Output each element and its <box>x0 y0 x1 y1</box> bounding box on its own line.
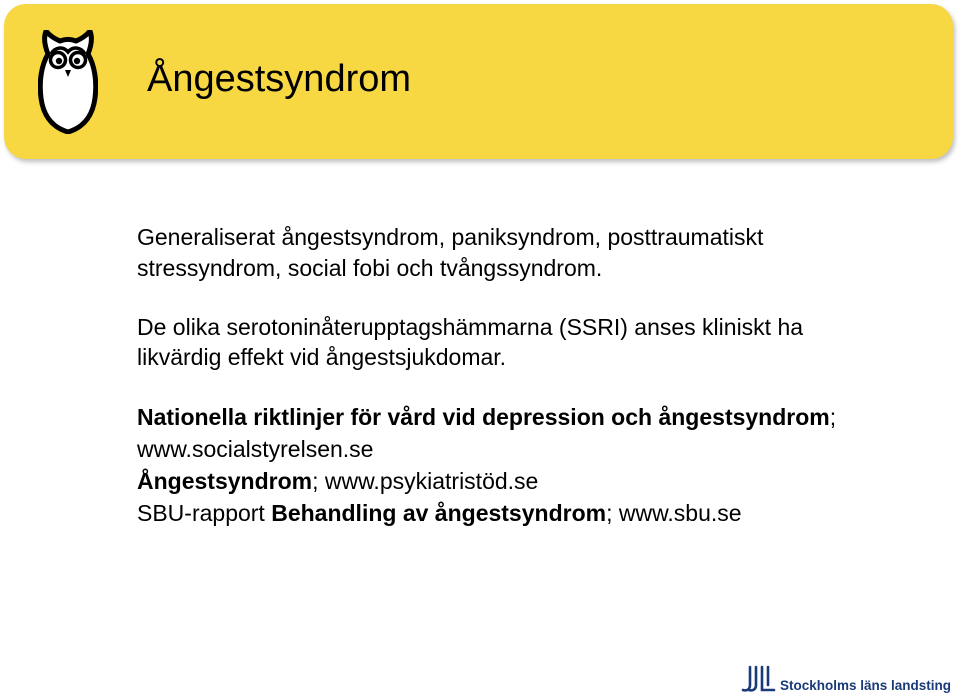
logo-text: Stockholms läns landsting <box>780 678 952 693</box>
reference-1-title: Nationella riktlinjer för vård vid depression och ångestsyndrom <box>137 404 830 430</box>
paragraph-line: likvärdig effekt vid ångestsjukdomar. <box>137 344 507 370</box>
reference-3-title: Behandling av ångestsyndrom <box>271 500 607 526</box>
paragraph-anxiety-disorders <box>137 222 957 284</box>
reference-1-url[interactable]: www.socialstyrelsen.se <box>137 436 374 462</box>
owl-icon <box>38 30 98 134</box>
page-title: Ångestsyndrom <box>147 58 412 100</box>
reference-1 <box>137 401 957 433</box>
reference-2-title: Ångestsyndrom <box>137 468 313 494</box>
reference-2-suffix[interactable]: ; www.psykiatristöd.se <box>312 468 539 494</box>
paragraph-line: De olika serotoninåterupptagshämmarna (SSRI) anses kliniskt ha <box>137 314 804 340</box>
reference-3-suffix[interactable]: ; www.sbu.se <box>606 500 742 526</box>
footer-logo <box>740 664 950 694</box>
references <box>137 401 957 529</box>
reference-1-suffix: ; <box>829 404 837 430</box>
paragraph-line: stressyndrom, social fobi och tvångssyndrom. <box>137 255 603 281</box>
paragraph-line: Generaliserat ångestsyndrom, paniksyndrom, posttraumatiskt <box>137 224 764 250</box>
stockholms-lans-landsting-logo-icon <box>740 664 778 694</box>
reference-3 <box>137 497 957 529</box>
reference-3-prefix: SBU-rapport <box>137 500 272 526</box>
paragraph-ssri <box>137 312 957 372</box>
slide-body <box>137 222 957 529</box>
reference-2 <box>137 465 957 497</box>
